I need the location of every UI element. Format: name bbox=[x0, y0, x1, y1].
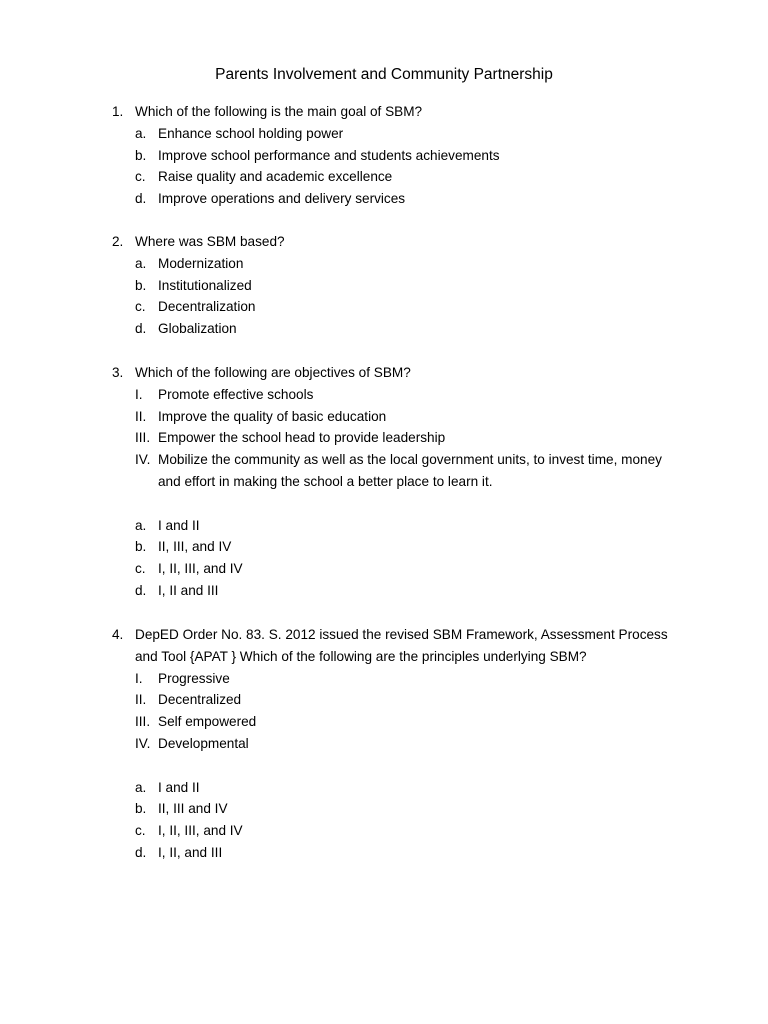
option-item bbox=[112, 536, 702, 558]
statement-item bbox=[112, 427, 702, 449]
statement-item bbox=[112, 689, 702, 711]
statement-label: IV. bbox=[135, 452, 151, 468]
option-label: a. bbox=[135, 517, 147, 533]
question-text: Which of the following are objectives of SBM? bbox=[135, 365, 411, 380]
option-label: d. bbox=[135, 844, 147, 860]
option-text: I and II bbox=[158, 779, 200, 795]
option-label: d. bbox=[135, 321, 147, 337]
option-text: I, II, and III bbox=[158, 844, 223, 860]
question-line bbox=[112, 101, 702, 123]
statement-label: III. bbox=[135, 430, 151, 446]
option-text: Enhance school holding power bbox=[158, 125, 344, 141]
question-text: Which of the following is the main goal of SBM? bbox=[135, 104, 423, 119]
option-label: b. bbox=[135, 539, 147, 555]
option-item bbox=[112, 820, 702, 842]
option-text: Raise quality and academic excellence bbox=[158, 169, 393, 185]
option-label: d. bbox=[135, 582, 147, 598]
question-continuation-text: and Tool {APAT } Which of the following are the principles underlying SBM? bbox=[135, 648, 587, 664]
option-label: b. bbox=[135, 801, 147, 817]
option-text: I and II bbox=[158, 517, 200, 533]
question-1 bbox=[112, 101, 702, 210]
option-label: d. bbox=[135, 191, 147, 207]
statement-item bbox=[112, 711, 702, 733]
question-line bbox=[112, 624, 702, 646]
question-number: 2. bbox=[112, 234, 124, 249]
option-text: II, III, and IV bbox=[158, 539, 232, 555]
statement-text: Empower the school head to provide leadership bbox=[158, 430, 446, 446]
option-label: c. bbox=[135, 299, 146, 315]
option-item bbox=[112, 777, 702, 799]
option-item bbox=[112, 580, 702, 602]
question-text: Where was SBM based? bbox=[135, 234, 285, 249]
question-number: 1. bbox=[112, 104, 124, 119]
statement-label: III. bbox=[135, 714, 151, 730]
question-number: 4. bbox=[112, 627, 124, 642]
option-label: c. bbox=[135, 561, 146, 577]
question-text: DepED Order No. 83. S. 2012 issued the revised SBM Framework, Assessment Process bbox=[135, 627, 668, 642]
page-title: Parents Involvement and Community Partnership bbox=[215, 66, 553, 83]
option-item bbox=[112, 318, 702, 340]
option-label: a. bbox=[135, 125, 147, 141]
statement-item bbox=[112, 449, 702, 471]
option-text: Globalization bbox=[158, 321, 237, 337]
option-label: a. bbox=[135, 779, 147, 795]
option-label: c. bbox=[135, 823, 146, 839]
statement-label: I. bbox=[135, 670, 143, 686]
statement-item bbox=[112, 384, 702, 406]
statement-item bbox=[112, 668, 702, 690]
option-label: c. bbox=[135, 169, 146, 185]
statement-text: Mobilize the community as well as the local government units, to invest time, money bbox=[158, 452, 662, 468]
option-text: Improve school performance and students achievements bbox=[158, 147, 500, 163]
option-item bbox=[112, 798, 702, 820]
question-3 bbox=[112, 362, 702, 602]
option-text: Institutionalized bbox=[158, 277, 252, 293]
statement-item bbox=[112, 733, 702, 755]
option-item bbox=[112, 123, 702, 145]
statement-continuation-text: and effort in making the school a better place to learn it. bbox=[158, 473, 493, 489]
option-item bbox=[112, 558, 702, 580]
statement-text: Promote effective schools bbox=[158, 386, 314, 402]
spacer bbox=[112, 493, 702, 515]
option-item bbox=[112, 253, 702, 275]
statement-item bbox=[112, 406, 702, 428]
option-label: b. bbox=[135, 147, 147, 163]
option-label: a. bbox=[135, 255, 147, 271]
option-text: Modernization bbox=[158, 255, 244, 271]
spacer bbox=[112, 755, 702, 777]
option-item bbox=[112, 275, 702, 297]
option-item bbox=[112, 515, 702, 537]
option-item bbox=[112, 166, 702, 188]
statement-text: Developmental bbox=[158, 735, 249, 751]
statement-text: Decentralized bbox=[158, 692, 242, 708]
statement-label: I. bbox=[135, 386, 143, 402]
option-item bbox=[112, 296, 702, 318]
statement-label: II. bbox=[135, 408, 147, 424]
statement-label: IV. bbox=[135, 735, 151, 751]
option-item bbox=[112, 188, 702, 210]
option-item bbox=[112, 145, 702, 167]
option-text: I, II and III bbox=[158, 582, 219, 598]
option-text: I, II, III, and IV bbox=[158, 561, 243, 577]
statement-text: Self empowered bbox=[158, 714, 257, 730]
question-2 bbox=[112, 231, 702, 340]
question-4 bbox=[112, 624, 702, 864]
option-item bbox=[112, 842, 702, 864]
statement-text: Improve the quality of basic education bbox=[158, 408, 387, 424]
option-text: I, II, III, and IV bbox=[158, 823, 243, 839]
statement-text: Progressive bbox=[158, 670, 230, 686]
question-number: 3. bbox=[112, 365, 124, 380]
option-label: b. bbox=[135, 277, 147, 293]
statement-label: II. bbox=[135, 692, 147, 708]
option-text: II, III and IV bbox=[158, 801, 228, 817]
option-text: Decentralization bbox=[158, 299, 256, 315]
question-line bbox=[112, 362, 702, 384]
option-text: Improve operations and delivery services bbox=[158, 191, 406, 207]
question-continuation bbox=[112, 646, 702, 668]
question-line bbox=[112, 231, 702, 253]
statement-continuation bbox=[112, 471, 702, 493]
